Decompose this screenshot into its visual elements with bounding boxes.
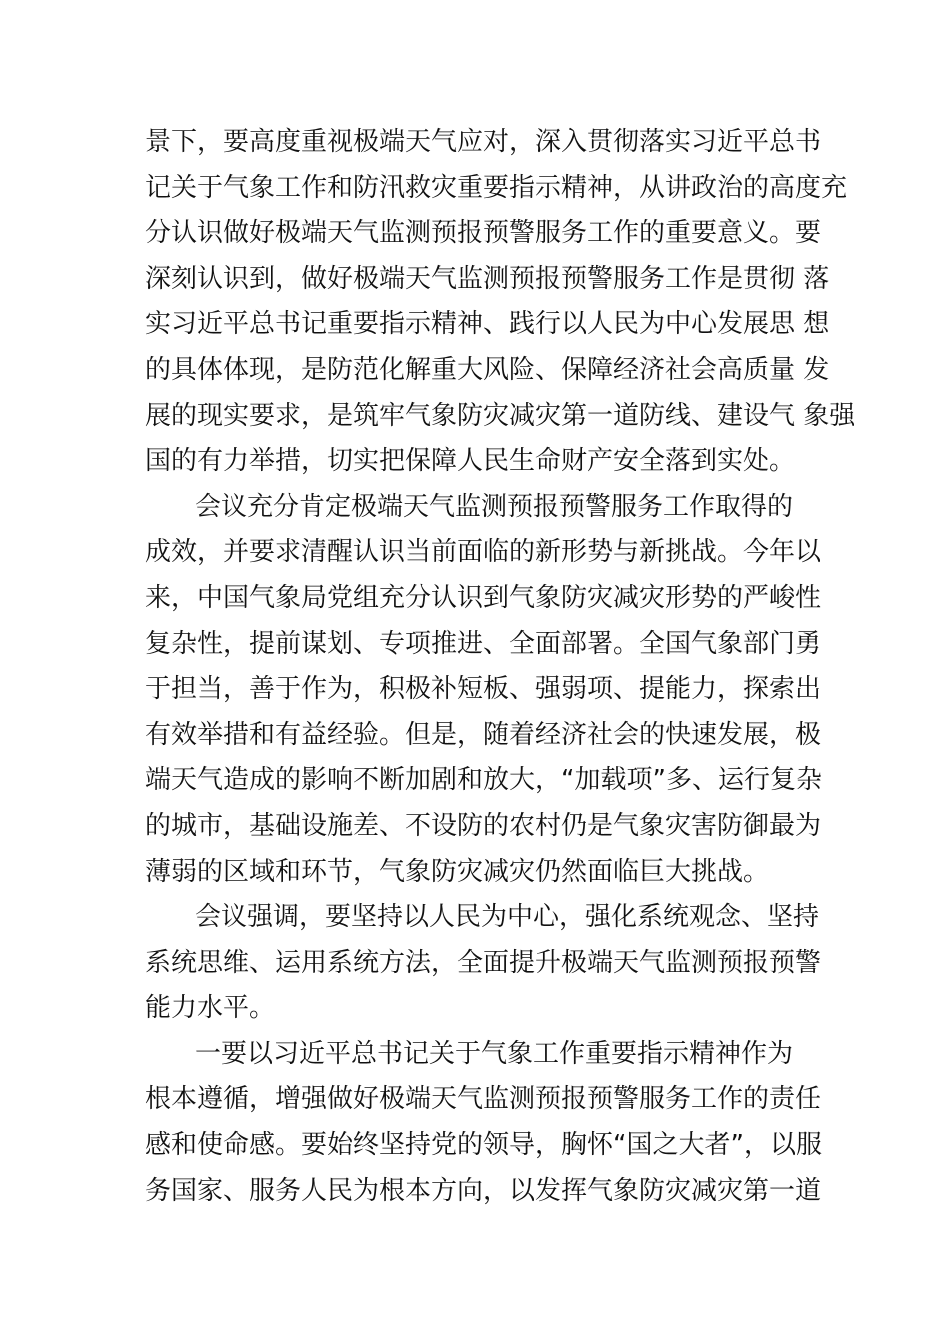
- text-line: 根本遵循，增强做好极端天气监测预报预警服务工作的责任: [145, 1084, 822, 1115]
- text-line: 复杂性，提前谋划、专项推进、全面部署。全国气象部门勇: [145, 628, 822, 659]
- paragraph-1: [145, 120, 856, 485]
- text-line: 务国家、服务人民为根本方向，以发挥气象防灾减灾第一道: [145, 1175, 822, 1206]
- text-line: 能力水平。: [145, 993, 276, 1024]
- text-line: 会议充分肯定极端天气监测预报预警服务工作取得的: [195, 491, 794, 522]
- text-line: 成效，并要求清醒认识当前面临的新形势与新挑战。今年以: [145, 537, 822, 568]
- paragraph-2: [145, 485, 845, 895]
- text-line: 景下，要高度重视极端天气应对，深入贯彻落实习近平总书: [145, 127, 822, 157]
- text-line: 于担当，善于作为，积极补短板、强弱项、提能力，探索出: [145, 674, 822, 705]
- text-line: 深刻认识到，做好极端天气监测预报预警服务工作是贯彻 落: [145, 263, 830, 294]
- text-line: 感和使命感。要始终坚持党的领导，胸怀“国之大者”，以服: [145, 1130, 822, 1161]
- text-line: 实习近平总书记重要指示精神、践行以人民为中心发展思 想: [145, 309, 830, 340]
- text-line: 来，中国气象局党组充分认识到气象防灾减灾形势的严峻性: [145, 582, 822, 613]
- text-line: 国的有力举措，切实把保障人民生命财产安全落到实处。: [145, 446, 796, 477]
- document-body: [145, 120, 856, 1214]
- text-line: 有效举措和有益经验。但是，随着经济社会的快速发展，极: [145, 719, 822, 750]
- paragraph-4: [145, 1032, 845, 1214]
- text-line: 的城市，基础设施差、不设防的农村仍是气象灾害防御最为: [145, 810, 822, 841]
- text-line: 薄弱的区域和环节，气象防灾减灾仍然面临巨大挑战。: [145, 856, 770, 887]
- text-line: 会议强调，要坚持以人民为中心，强化系统观念、坚持: [195, 902, 820, 933]
- paragraph-3: [145, 895, 845, 1032]
- text-line: 展的现实要求，是筑牢气象防灾减灾第一道防线、建设气 象强: [145, 400, 856, 431]
- text-line: 端天气造成的影响不断加剧和放大，“加载项”多、运行复杂: [145, 765, 822, 796]
- text-line: 记关于气象工作和防汛救灾重要指示精神，从讲政治的高度充: [145, 172, 848, 203]
- text-line: 分认识做好极端天气监测预报预警服务工作的重要意义。要: [145, 218, 822, 249]
- text-line: 系统思维、运用系统方法，全面提升极端天气监测预报预警: [145, 947, 822, 978]
- text-line: 的具体体现，是防范化解重大风险、保障经济社会高质量 发: [145, 354, 830, 385]
- text-line: 一要以习近平总书记关于气象工作重要指示精神作为: [195, 1038, 794, 1069]
